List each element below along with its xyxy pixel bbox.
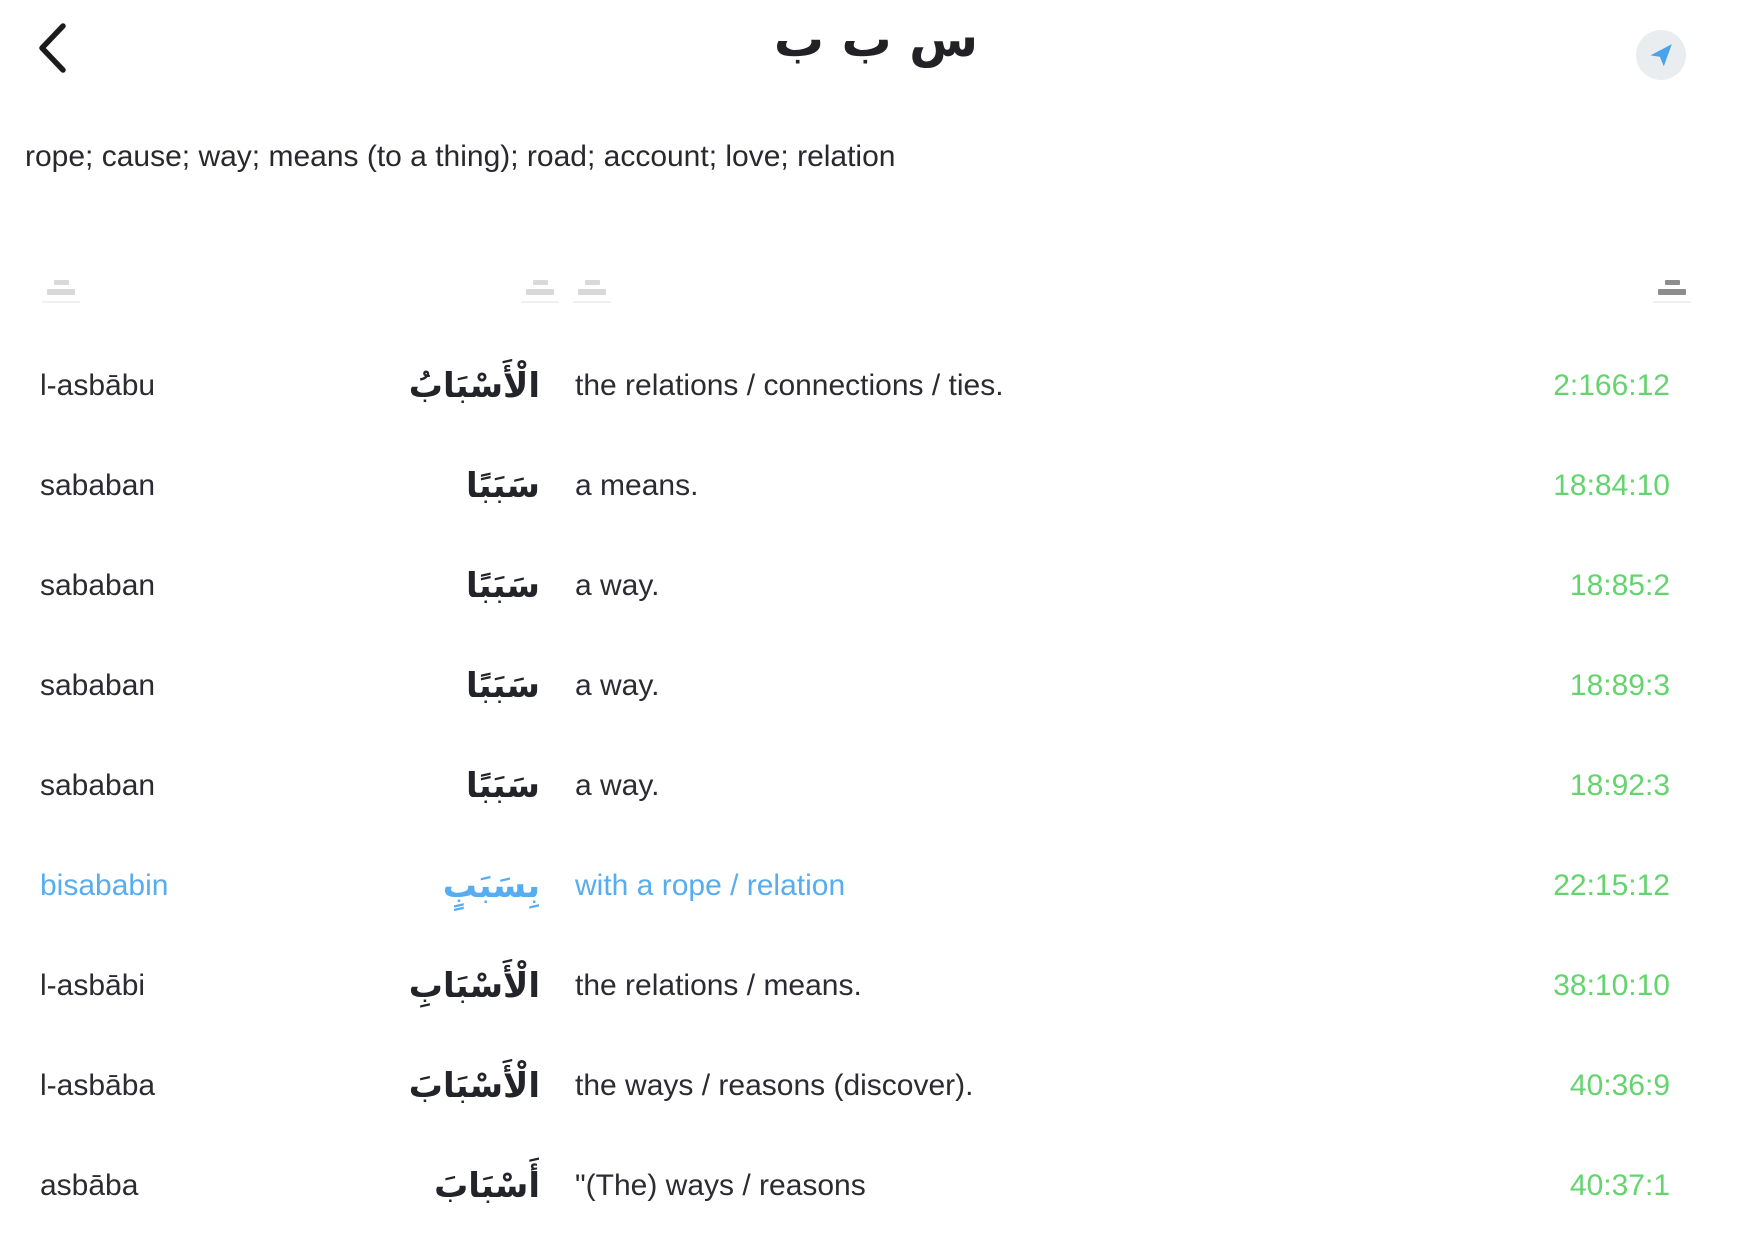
arabic-word: أَسْبَابَ [434,1166,540,1206]
arabic-word: سَبَبًا [466,466,540,506]
table-row-selected[interactable] [0,836,1752,936]
table-row[interactable] [0,436,1752,536]
verse-reference[interactable]: 40:36:9 [1569,1069,1670,1102]
table-row[interactable] [0,1136,1752,1236]
sort-lines-icon-arabic[interactable] [520,280,560,303]
verse-reference[interactable]: 18:92:3 [1569,769,1670,802]
table-row[interactable] [0,1036,1752,1136]
transliteration: l-asbāba [40,1069,156,1102]
transliteration: sababan [40,669,156,702]
verse-reference[interactable]: 22:15:12 [1553,869,1670,902]
top-bar [0,0,1752,110]
verse-reference[interactable]: 18:85:2 [1569,569,1670,602]
location-arrow-icon [1648,42,1674,68]
sort-lines-icon-translation[interactable] [572,280,612,303]
arabic-word: بِسَبَبٍ [442,866,540,906]
locate-button[interactable] [1636,30,1686,80]
verse-reference[interactable]: 18:89:3 [1569,669,1670,702]
translation: a way. [575,769,660,802]
transliteration: sababan [40,469,156,502]
translation: with a rope / relation [575,869,846,902]
verse-reference[interactable]: 38:10:10 [1553,969,1670,1002]
verse-reference[interactable]: 40:37:1 [1569,1169,1670,1202]
translation: the relations / connections / ties. [575,369,1004,402]
column-header-row [0,280,1752,314]
arabic-word: سَبَبًا [466,566,540,606]
transliteration: sababan [40,569,156,602]
verse-reference[interactable]: 2:166:12 [1553,369,1670,402]
table-row[interactable] [0,636,1752,736]
translation: the ways / reasons (discover). [575,1069,974,1102]
transliteration: asbāba [40,1169,139,1202]
transliteration: sababan [40,769,156,802]
transliteration: bisababin [40,869,169,902]
translation: a means. [575,469,699,502]
translation: a way. [575,569,660,602]
table-row[interactable] [0,936,1752,1036]
verse-reference[interactable]: 18:84:10 [1553,469,1670,502]
transliteration: l-asbābi [40,969,146,1002]
transliteration: l-asbābu [40,369,156,402]
arabic-word: سَبَبًا [466,666,540,706]
arabic-word: سَبَبًا [466,766,540,806]
translation: a way. [575,669,660,702]
occurrence-list [0,336,1752,1236]
sort-lines-icon-transliteration[interactable] [41,280,81,303]
root-meanings-text: rope; cause; way; means (to a thing); road; account; love; relation [25,140,896,173]
table-row[interactable] [0,336,1752,436]
arabic-word: الْأَسْبَابُ [408,366,540,406]
page-title: س ب ب [773,10,979,68]
sort-lines-icon-reference[interactable] [1652,280,1692,303]
translation: "(The) ways / reasons [575,1169,866,1202]
table-row[interactable] [0,736,1752,836]
arabic-word: الْأَسْبَابَ [408,1066,540,1106]
arabic-word: الْأَسْبَابِ [408,966,540,1006]
translation: the relations / means. [575,969,862,1002]
table-row[interactable] [0,536,1752,636]
